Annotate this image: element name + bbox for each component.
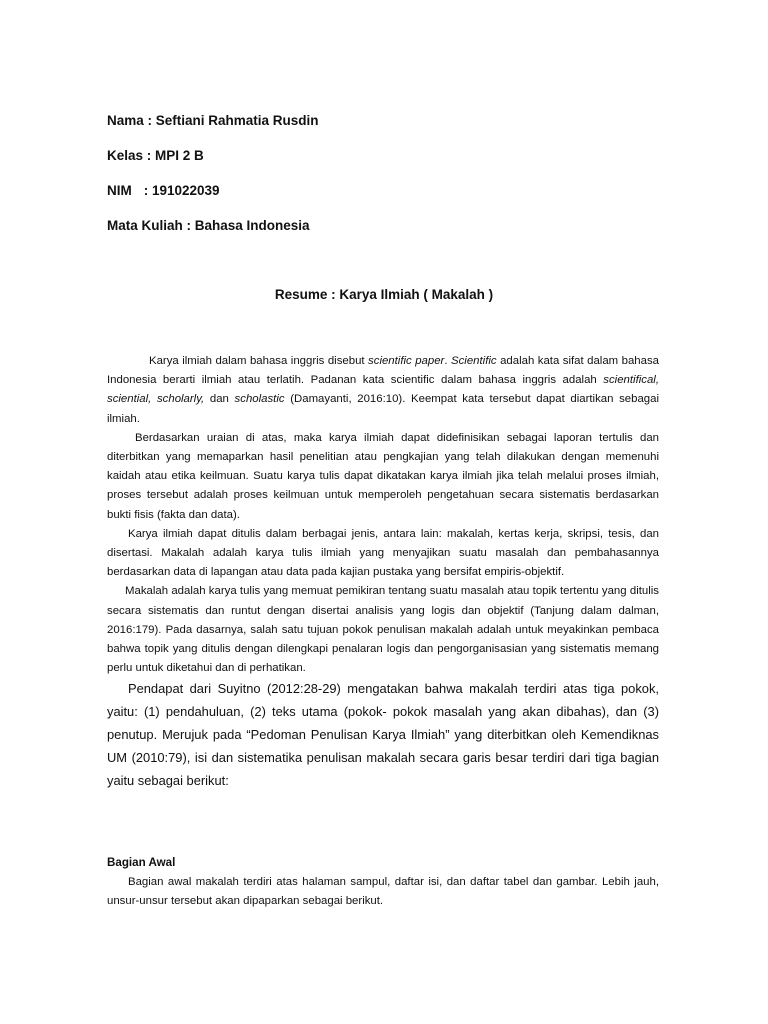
- student-name: Nama : Seftiani Rahmatia Rusdin: [107, 113, 319, 128]
- term-scientifical: scientifical, sciential, scholarly,: [107, 374, 659, 406]
- term-scientific: Scientific: [451, 355, 497, 367]
- nim-value: : 191022039: [143, 183, 220, 198]
- paragraph-1: [107, 352, 659, 429]
- nim-label: NIM: [107, 183, 132, 198]
- term-scholastic: scholastic: [234, 393, 285, 406]
- student-class: Kelas : MPI 2 B: [107, 148, 204, 163]
- paragraph-1-part-d: dan: [204, 393, 235, 406]
- document-title: Resume : Karya Ilmiah ( Makalah ): [274, 287, 494, 302]
- body-text-block: [107, 352, 659, 792]
- paragraph-4: Makalah adalah karya tulis yang memuat pemikiran tentang suatu masalah atau topik tertentu yang ditulis secara sistematis dan runtut dengan disertai analisis yang logis dan objektif (Tanjung dalam dalman, 2016:179). Pada dasarnya, salah satu tujuan pokok penulisan makalah adalah untuk meyakinkan pembaca bahwa topik yang ditulis dengan dilengkapi penalaran logis dan pengorganisasian yang sistematis memang perlu untuk diketahui dan di perhatikan.: [107, 585, 659, 675]
- paragraph-1-part-b: .: [444, 355, 451, 367]
- student-nim: [107, 183, 220, 199]
- term-scientific-paper: scientific paper: [368, 355, 445, 367]
- section-body: [107, 873, 659, 911]
- section-paragraph: Bagian awal makalah terdiri atas halaman sampul, daftar isi, dan daftar tabel dan gambar. Lebih jauh, unsur-unsur tersebut akan dipaparkan sebagai berikut.: [107, 876, 659, 908]
- paragraph-1-part-a: Karya ilmiah dalam bahasa inggris disebut: [149, 355, 369, 367]
- paragraph-2: Berdasarkan uraian di atas, maka karya ilmiah dapat didefinisikan sebagai laporan tertulis dan diterbitkan yang memaparkan hasil penelitian atau pengkajian yang telah dilakukan dengan memenuhi kaidah atau etika keilmuan. Suatu karya tulis dapat dikatakan karya ilmiah jika telah melalui proses ilmiah, proses tersebut adalah proses keilmuan untuk memperoleh pengetahuan secara sistematis berdasarkan bukti fisis (fakta dan data).: [107, 431, 659, 521]
- paragraph-3: Karya ilmiah dapat ditulis dalam berbagai jenis, antara lain: makalah, kertas kerja, skripsi, tesis, dan disertasi. Makalah adalah karya tulis ilmiah yang menyajikan suatu masalah dan pembahasannya berdasarkan data di lapangan atau data pada kajian pustaka yang bersifat empiris-objektif.: [107, 527, 659, 579]
- section-heading-bagian-awal: Bagian Awal: [107, 856, 176, 869]
- paragraph-1-part-e: (Damayanti, 2016:10). Keempat kata tersebut dapat diartikan sebagai ilmiah.: [107, 393, 660, 425]
- paragraph-5: Pendapat dari Suyitno (2012:28-29) mengatakan bahwa makalah terdiri atas tiga pokok, yaitu: (1) pendahuluan, (2) teks utama (pokok- pokok masalah yang akan dibahas), dan (3) penutup. Merujuk pada “Pedoman Penulisan Karya Ilmiah” yang diterbitkan oleh Kemendiknas UM (2010:79), isi dan sistematika penulisan makalah secara garis besar terdiri dari tiga bagian yaitu sebagai berikut:: [107, 681, 659, 788]
- course-name: Mata Kuliah : Bahasa Indonesia: [107, 218, 310, 233]
- paragraph-1-part-c: adalah kata sifat dalam bahasa Indonesia berarti ilmiah atau terlatih. Padanan kata scientific dalam bahasa inggris adalah: [107, 355, 659, 387]
